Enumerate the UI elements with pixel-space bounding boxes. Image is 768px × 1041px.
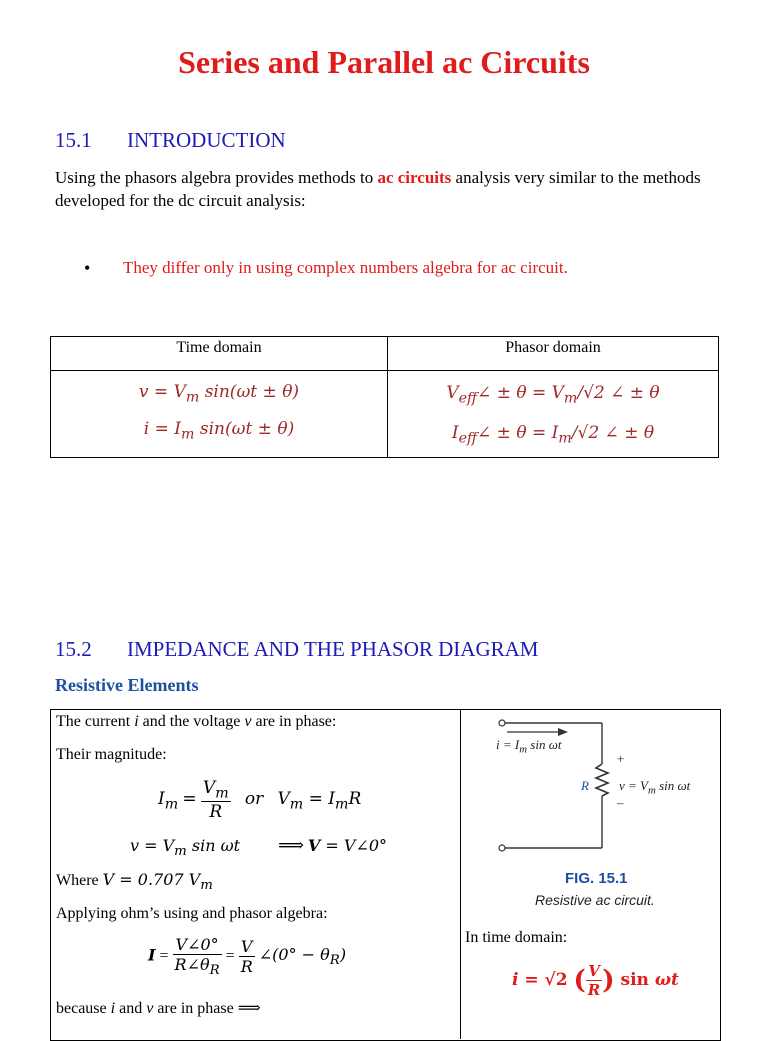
equals-sign: = [225, 947, 239, 965]
bullet-icon: • [84, 258, 91, 278]
var-i: i [110, 1000, 116, 1017]
section-title: IMPEDANCE AND THE PHASOR DIAGRAM [127, 637, 539, 661]
table-header-time: Time domain [51, 337, 388, 371]
resistor-icon [596, 764, 608, 796]
intro-text-2: analysis very similar to the methods developed for the dc circuit analysis: [55, 168, 701, 210]
magnitude-equation [158, 778, 361, 822]
or-word: or [244, 789, 264, 810]
arrow-head-icon [558, 728, 568, 736]
fraction-v-r [239, 937, 255, 976]
eq-subscript: m [164, 796, 179, 813]
magnitude-line: Their magnitude: [56, 746, 167, 763]
current-phasor-equation [148, 935, 346, 978]
fraction-vm-r [201, 778, 231, 822]
text: because [56, 1000, 111, 1017]
phasor-domain-cell [388, 371, 719, 458]
eq-subscript: m [215, 785, 229, 802]
bottom-terminal [499, 845, 505, 851]
where-label: Where [56, 872, 99, 889]
text: are in phase ⟹ [153, 1000, 261, 1017]
current-label: $i = I_m$ sin ωt [496, 737, 562, 756]
where-line [56, 870, 213, 893]
intro-highlight: ac circuits [377, 168, 452, 187]
domain-table [50, 336, 719, 458]
ohm-line: Applying ohm’s using and phasor algebra: [56, 905, 328, 922]
angle-expression: ∠(0° − $\theta_R$) [258, 945, 347, 969]
intro-text-1: Using the phasors algebra provides methods to [55, 168, 378, 187]
time-domain-equation: i = √2 ( $\frac{V}{R}$ ) sin ωt [512, 962, 679, 999]
time-domain-label: In time domain: [465, 929, 568, 946]
eq-v-sin: $v = V_m$ sin ωt [130, 836, 241, 860]
var-i: i [134, 713, 139, 730]
numerator: V [239, 937, 255, 957]
equals-sign: = [182, 789, 197, 810]
eq-symbol: I [158, 789, 165, 810]
text: The current [56, 713, 135, 730]
eq-symbol: V [202, 778, 216, 798]
eq-symbol: R [209, 802, 223, 823]
text: and the voltage [138, 713, 245, 730]
denominator: R [240, 957, 253, 977]
r-label: R [581, 778, 589, 793]
text: and [115, 1000, 147, 1017]
equals-sign: = [159, 947, 173, 965]
minus-sign: – [617, 795, 624, 810]
fraction-v-over-r: $\frac{V}{R}$ [587, 962, 601, 999]
where-equation: V = 0.707 $V_m$ [102, 870, 213, 894]
voltage-phasor-equation [130, 835, 387, 859]
phasor-eq-voltage: $V_{eff}\angle \pm \theta = V_m/√2$ ∠ ± θ [446, 383, 660, 407]
text: are in phase: [251, 713, 337, 730]
time-eq-current: $i = I_m$ sin(ωt ± θ) [143, 419, 295, 443]
figure-caption: Resistive ac circuit. [535, 892, 655, 908]
voltage-label: $v = V_m$ sin ωt [619, 778, 691, 797]
eq-vm-imr: $V_m = I_mR$ [277, 789, 362, 813]
var-v: v [146, 1000, 154, 1017]
section-heading-15-1 [55, 128, 286, 153]
in-phase-line [56, 713, 336, 731]
numerator: V∠0° [173, 935, 222, 955]
intro-paragraph [55, 166, 715, 212]
box-divider [460, 709, 461, 1039]
bullet-text: They differ only in using complex numbers algebra for ac circuit. [123, 258, 568, 277]
implies-arrow: ⟹ [278, 835, 304, 855]
section-number: 15.1 [55, 128, 92, 152]
page-title: Series and Parallel ac Circuits [178, 44, 590, 80]
phasor-eq-current: $I_{eff}\angle \pm \theta = I_m/√2$ ∠ ± θ [451, 423, 655, 447]
denominator: $R\angle\theta_R$ [174, 955, 220, 979]
subheading-resistive: Resistive Elements [55, 675, 199, 695]
plus-sign: + [617, 751, 625, 766]
time-eq-voltage: $v = V_m$ sin(ωt ± θ) [138, 382, 300, 406]
eq-phasor-v-rest: = V∠0° [320, 836, 388, 855]
eq-bold-i: I [148, 945, 156, 965]
fraction-v-r-angle [173, 935, 222, 978]
section-number: 15.2 [55, 637, 92, 661]
figure-number: FIG. 15.1 [565, 870, 628, 887]
section-heading-15-2 [55, 637, 538, 662]
table-header-phasor: Phasor domain [388, 337, 719, 371]
time-domain-cell [51, 371, 388, 458]
top-terminal [499, 720, 505, 726]
section-title: INTRODUCTION [127, 128, 286, 152]
eq-phasor-v: V [307, 836, 321, 855]
var-v: v [244, 713, 252, 730]
because-line [56, 998, 261, 1018]
